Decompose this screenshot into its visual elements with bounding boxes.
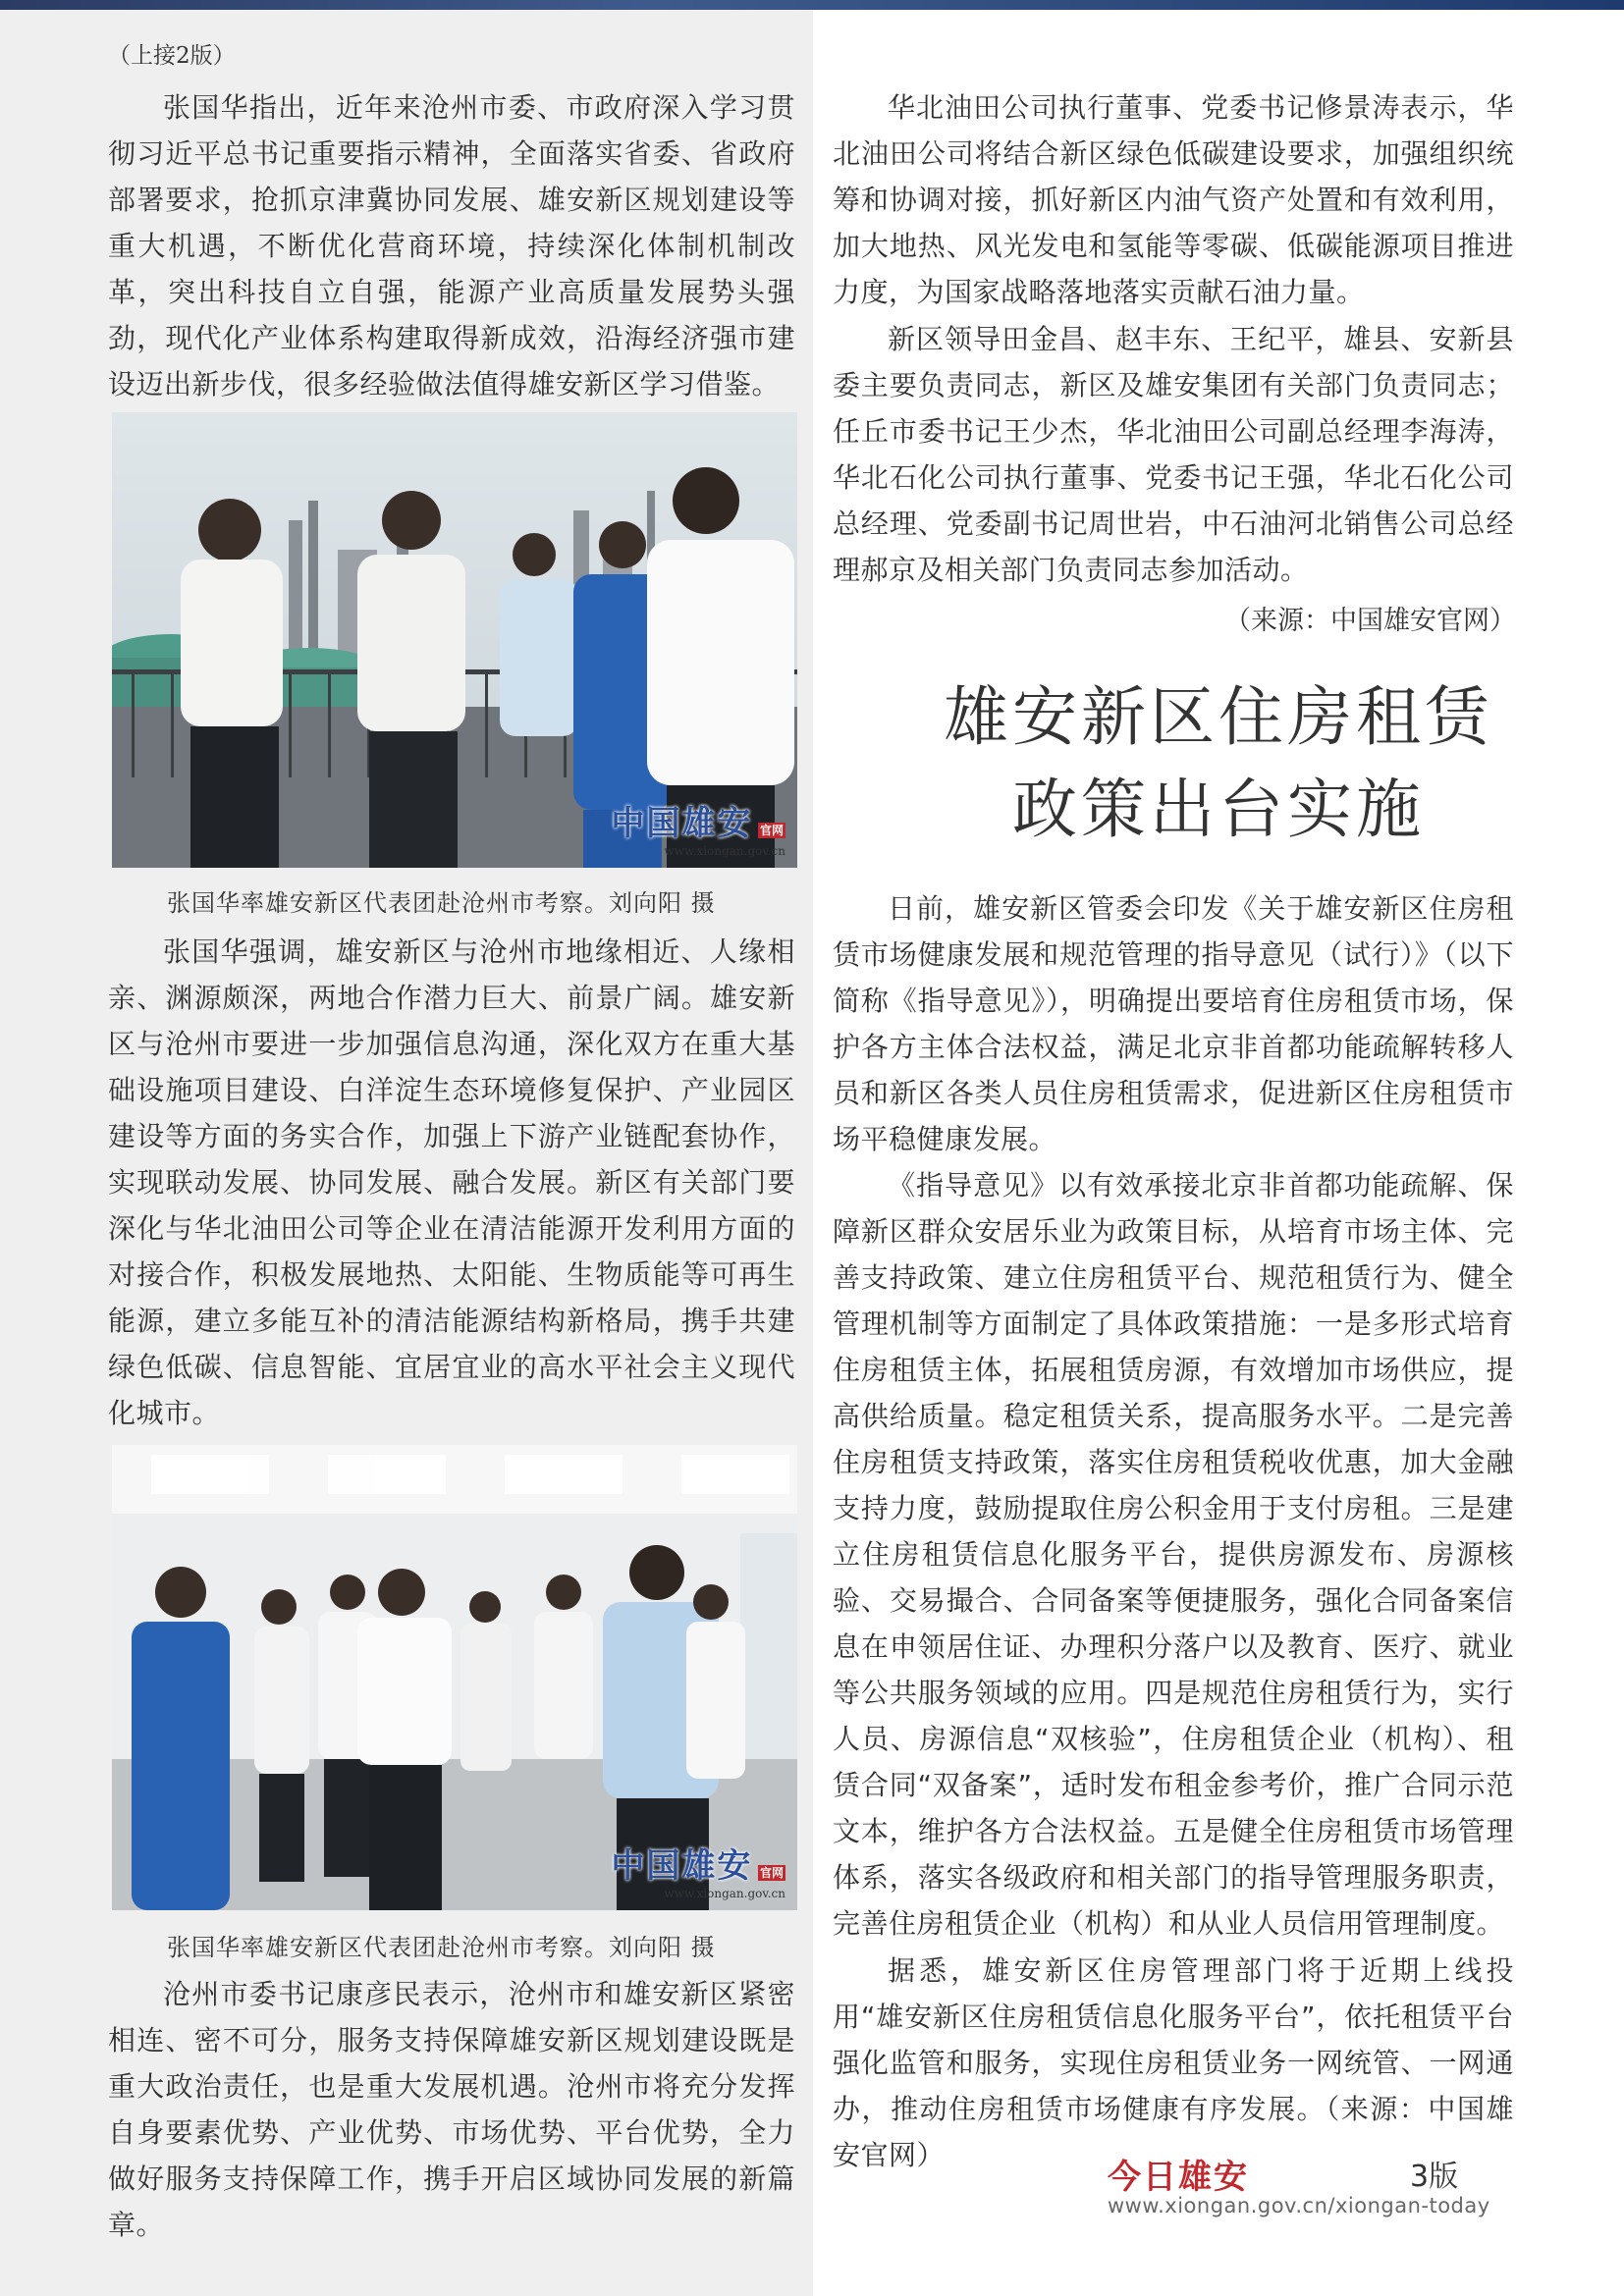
right-paragraph-4: 《指导意见》以有效承接北京非首都功能疏解、保障新区群众安居乐业为政策目标，从培育市场主体、完善支持政策、建立住房租赁平台、规范租赁行为、健全管理机制等方面制定了具体政策措施：一是多形式培育住房租赁主体，拓展租赁房源，有效增加市场供应，提高供给质量。稳定租赁关系，提高服务水平。二是完善住房租赁支持政策，落实住房租赁税收优惠，加大金融支持力度，鼓励提取住房公积金用于支付房租。三是建立住房租赁信息化服务平台，提供房源发布、房源核验、交易撮合、合同备案等便捷服务，强化合同备案信息在申领居住证、办理积分落户以及教育、医疗、就业等公共服务领域的应用。四是规范住房租赁行为，实行人员、房源信息“双核验”，住房租赁企业（机构）、租赁合同“双备案”，适时发布租金参考价，推广合同示范文本，维护各方合法权益。五是健全住房租赁市场管理体系，落实各级政府和相关部门的指导管理服务职责，完善住房租赁企业（机构）和从业人员信用管理制度。 [833, 1169, 1514, 1940]
right-paragraph-5: 据悉，雄安新区住房管理部门将于近期上线投用“雄安新区住房租赁信息化服务平台”，依托租赁平台强化监管和服务，实现住房租赁业务一网统管、一网通办，推动住房租赁市场健康有序发展。（来源：中国雄安官网） [833, 1954, 1514, 2171]
top-banner-bar [0, 0, 1624, 10]
left-paragraph-1: 张国华指出，近年来沧州市委、市政府深入学习贯彻习近平总书记重要指示精神，全面落实省委、省政府部署要求，抢抓京津冀协同发展、雄安新区规划建设等重大机遇，不断优化营商环境，持续深化体制机制改革，突出科技自立自强，能源产业高质量发展势头强劲，现代化产业体系构建取得新成效，沿海经济强市建设迈出新步伐，很多经验做法值得雄安新区学习借鉴。 [108, 91, 795, 400]
article-headline-line-2: 政策出台实施 [1012, 772, 1425, 847]
left-paragraph-3: 沧州市委书记康彦民表示，沧州市和雄安新区紧密相连、密不可分，服务支持保障雄安新区规划建设既是重大政治责任，也是重大发展机遇。沧州市将充分发挥自身要素优势、产业优势、市场优势、平台优势，全力做好服务支持保障工作，携手开启区域协同发展的新篇章。 [108, 1978, 795, 2241]
continuation-note: （上接2版） [108, 43, 236, 69]
photo-inspection-rooftop [112, 412, 797, 868]
left-paragraph-2: 张国华强调，雄安新区与沧州市地缘相近、人缘相亲、渊源颇深，两地合作潜力巨大、前景广阔。雄安新区与沧州市要进一步加强信息沟通，深化双方在重大基础设施项目建设、白洋淀生态环境修复保护、产业园区建设等方面的务实合作，加强上下游产业链配套协作，实现联动发展、协同发展、融合发展。新区有关部门要深化与华北油田公司等企业在清洁能源开发利用方面的对接合作，积极发展地热、太阳能、生物质能等可再生能源，建立多能互补的清洁能源结构新格局，携手共建绿色低碳、信息智能、宜居宜业的高水平社会主义现代化城市。 [108, 935, 795, 1429]
right-paragraph-3: 日前，雄安新区管委会印发《关于雄安新区住房租赁市场健康发展和规范管理的指导意见（试行）》（以下简称《指导意见》），明确提出要培育住房租赁市场，保护各方主体合法权益，满足北京非首都功能疏解转移人员和新区各类人员住房租赁需求，促进新区住房租赁市场平稳健康发展。 [833, 892, 1514, 1155]
photo-caption-2: 张国华率雄安新区代表团赴沧州市考察。刘向阳 摄 [167, 1934, 716, 1961]
newspaper-logo: 今日雄安 [1108, 2158, 1249, 2197]
page-number: 3版 [1410, 2160, 1459, 2194]
right-paragraph-2: 新区领导田金昌、赵丰东、王纪平，雄县、安新县委主要负责同志，新区及雄安集团有关部门负责同志；任丘市委书记王少杰，华北油田公司副总经理李海涛，华北石化公司执行董事、党委书记王强，华北石化公司总经理、党委副书记周世岩，中石油河北销售公司总经理郝京及相关部门负责同志参加活动。 [833, 323, 1514, 586]
photo-watermark: 中国雄安 官网 www.xiongan.gov.cn [611, 1846, 785, 1900]
photo-caption-1: 张国华率雄安新区代表团赴沧州市考察。刘向阳 摄 [167, 889, 716, 917]
photo-watermark: 中国雄安 官网 www.xiongan.gov.cn [611, 804, 785, 858]
source-note-1: （来源：中国雄安官网） [1224, 606, 1516, 636]
footer-url: www.xiongan.gov.cn/xiongan-today [1108, 2194, 1490, 2217]
right-paragraph-1: 华北油田公司执行董事、党委书记修景涛表示，华北油田公司将结合新区绿色低碳建设要求，加强组织统筹和协调对接，抓好新区内油气资产处置和有效利用，加大地热、风光发电和氢能等零碳、低碳能源项目推进力度，为国家战略落地落实贡献石油力量。 [833, 91, 1514, 308]
article-headline-line-1: 雄安新区住房租赁 [944, 679, 1493, 755]
photo-inspection-hall [112, 1445, 797, 1910]
